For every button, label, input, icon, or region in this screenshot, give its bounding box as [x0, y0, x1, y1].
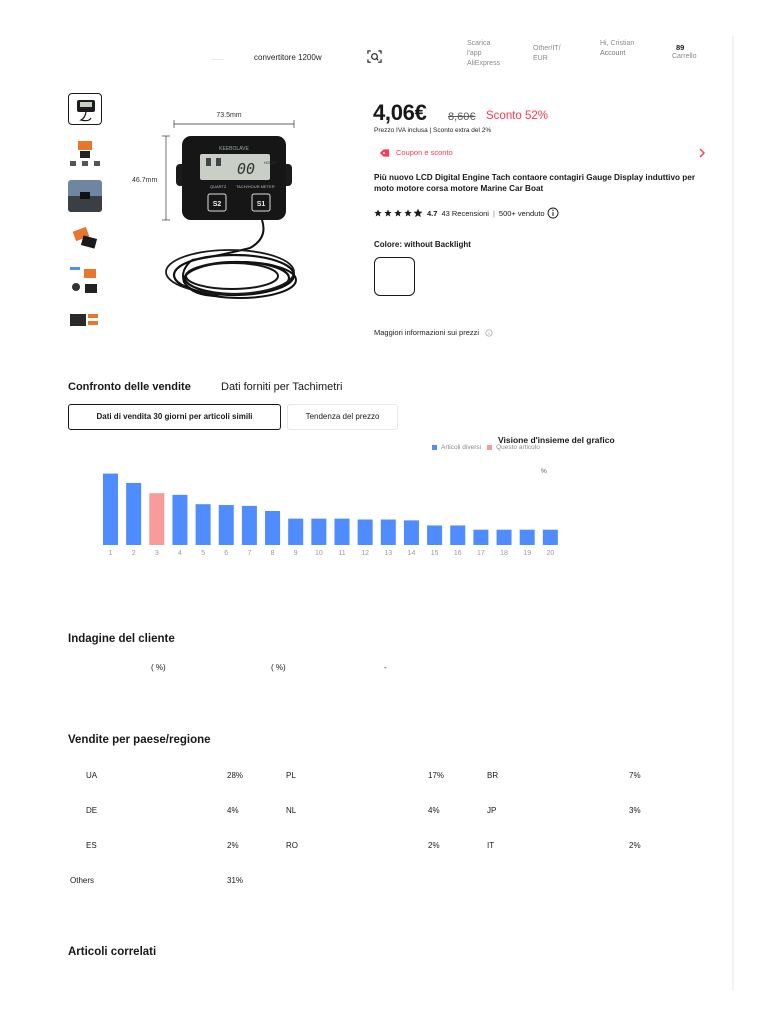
star-icon — [404, 209, 412, 217]
bar-other-item — [311, 519, 326, 545]
rating-separator: | — [492, 208, 495, 218]
bar-other-item — [450, 525, 465, 545]
gallery-thumb-2[interactable] — [68, 137, 102, 169]
bar-other-item — [335, 519, 350, 545]
sales-comparison-title: Confronto delle vendite — [68, 381, 191, 393]
bar-other-item — [242, 506, 257, 545]
product-title: Più nuovo LCD Digital Engine Tach contaore contagiri Gauge Display induttivo per moto motore corsa motore Marine Car Boat — [374, 173, 696, 193]
country-pct: 28% — [227, 771, 244, 780]
button-s1: S1 — [256, 201, 266, 208]
x-tick-label: 20 — [546, 550, 555, 557]
more-info-label: Maggiori informazioni sui prezzi — [374, 328, 480, 337]
coupon-row[interactable] — [374, 146, 708, 160]
country-name: RO — [286, 841, 298, 850]
app-download-link[interactable] — [467, 39, 500, 69]
button-s2: S2 — [212, 201, 222, 208]
discount-badge: Sconto 52% — [486, 110, 549, 122]
brand-label: KEEBOLAVE — [219, 146, 249, 152]
info-icon — [485, 329, 493, 337]
gallery-thumb-6[interactable] — [68, 306, 102, 338]
legend-item-other — [432, 444, 481, 451]
current-price: 4,06€ — [373, 100, 427, 125]
bar-other-item — [219, 505, 234, 545]
more-price-info[interactable] — [374, 328, 493, 337]
gallery-thumb-3[interactable] — [68, 180, 102, 212]
bar-other-item — [103, 474, 118, 545]
chevron-right-icon — [698, 148, 706, 158]
gallery-thumb-5[interactable] — [68, 265, 102, 297]
country-name: NL — [286, 806, 297, 815]
quartz-label: QUARTZ — [210, 184, 227, 189]
legend-swatch-pink — [487, 445, 492, 450]
x-tick-label: 9 — [293, 550, 298, 557]
x-tick-label: 12 — [361, 550, 370, 557]
country-pct: 7% — [629, 771, 641, 780]
star-icon — [384, 209, 392, 217]
x-tick-label: 2 — [131, 550, 136, 557]
x-tick-label: 7 — [247, 550, 252, 557]
star-icon — [374, 209, 382, 217]
app-line-3: AliExpress — [467, 60, 501, 67]
country-pct: 4% — [227, 806, 239, 815]
coupon-tag-icon — [379, 148, 390, 158]
bar-other-item — [404, 520, 419, 545]
country-name: BR — [487, 771, 499, 780]
countries-title: Vendite per paese/regione — [68, 734, 211, 746]
bar-other-item — [520, 530, 535, 545]
x-tick-label: 18 — [500, 550, 508, 557]
price-note: Prezzo IVA inclusa | Sconto extra del 2% — [374, 127, 492, 134]
star-icon — [394, 209, 402, 217]
top-header — [0, 0, 768, 90]
country-pct: 2% — [629, 841, 641, 850]
x-tick-label: 17 — [477, 550, 485, 557]
country-name: IT — [487, 841, 495, 850]
bar-other-item — [196, 504, 211, 545]
original-price: 8,60€ — [448, 111, 476, 123]
star-half-icon — [414, 209, 422, 217]
bar-other-item — [172, 495, 187, 545]
locale-selector[interactable] — [533, 44, 561, 64]
chart-legend — [432, 444, 540, 451]
country-name: DE — [86, 806, 98, 815]
country-pct: 4% — [428, 806, 440, 815]
country-pct: 31% — [227, 876, 244, 885]
bar-other-item — [358, 520, 373, 546]
search-input[interactable] — [206, 46, 386, 68]
survey-cell-3: - — [384, 663, 387, 672]
rating-stars — [374, 209, 422, 217]
country-pct: 3% — [629, 806, 641, 815]
country-pct: 2% — [227, 841, 239, 850]
bar-other-item — [427, 525, 442, 545]
percent-mark: % — [541, 468, 547, 475]
product-main-image[interactable] — [122, 100, 354, 318]
x-tick-label: 14 — [407, 550, 416, 557]
country-name: JP — [487, 806, 497, 815]
sales-bar-chart — [100, 456, 562, 560]
color-swatch[interactable] — [374, 257, 415, 296]
app-line-1: Scarica — [467, 40, 491, 47]
x-tick-label: 10 — [314, 550, 323, 557]
width-label: 73.5mm — [216, 112, 242, 119]
info-icon[interactable] — [547, 207, 559, 219]
country-name: UA — [86, 771, 98, 780]
x-tick-label: 11 — [338, 550, 346, 557]
chart-title: Visione d'insieme del grafico — [498, 435, 615, 445]
account-label: Account — [600, 50, 626, 57]
height-label: 46.7mm — [132, 177, 158, 184]
bar-other-item — [497, 530, 512, 545]
search-placeholder-mark — [212, 59, 224, 60]
cart-label: Carrello — [672, 53, 697, 60]
bar-other-item — [473, 530, 488, 545]
locale-line-2: EUR — [533, 55, 548, 62]
account-greeting: Hi, Cristian — [600, 40, 635, 47]
page-edge-divider — [732, 36, 734, 991]
x-tick-label: 5 — [201, 550, 206, 557]
x-tick-label: 19 — [523, 550, 532, 557]
color-label: Colore: without Backlight — [374, 240, 471, 249]
bar-other-item — [126, 483, 141, 545]
rating-row[interactable] — [374, 207, 559, 219]
sales-comparison-subtitle: Dati forniti per Tachimetri — [221, 381, 343, 393]
country-pct: 2% — [428, 841, 440, 850]
bar-other-item — [288, 519, 303, 545]
image-search-icon[interactable] — [367, 49, 382, 64]
gallery-thumb-4[interactable] — [68, 223, 102, 255]
bar-other-item — [381, 520, 396, 546]
app-line-2: l'app — [467, 50, 482, 57]
sold-count: 500+ venduto — [498, 208, 545, 218]
lcd-digits: 00 — [236, 160, 256, 178]
coupon-label: Coupon e sconto — [396, 148, 453, 157]
country-name: PL — [286, 771, 296, 780]
related-title: Articoli correlati — [68, 946, 157, 958]
x-tick-label: 3 — [154, 550, 159, 557]
bar-this-item — [149, 493, 164, 545]
legend-swatch-blue — [432, 445, 437, 450]
locale-line-1: Other/IT/ — [533, 45, 561, 52]
x-tick-label: 1 — [108, 550, 113, 557]
x-tick-label: 15 — [430, 550, 439, 557]
survey-title: Indagine del cliente — [68, 633, 175, 645]
x-tick-label: 16 — [453, 550, 462, 557]
country-pct: 17% — [428, 771, 445, 780]
rating-value: 4.7 — [427, 208, 438, 218]
country-name: ES — [86, 841, 97, 850]
legend-item-this — [487, 444, 540, 451]
survey-cell-1: ( %) — [151, 663, 166, 672]
account-menu[interactable] — [600, 39, 634, 59]
x-tick-label: 8 — [270, 550, 275, 557]
tab-price-trend[interactable]: Tendenza del prezzo — [287, 404, 398, 430]
reviews-count[interactable]: 43 Recensioni — [441, 208, 489, 218]
x-tick-label: 4 — [177, 550, 182, 557]
cart-count: 89 — [676, 43, 685, 52]
bar-other-item — [265, 511, 280, 545]
legend-label-other: Articoli diversi — [441, 444, 482, 451]
x-tick-label: 13 — [384, 550, 393, 557]
gallery-thumb-1[interactable] — [68, 93, 102, 125]
lcd-unit: HOURS — [264, 161, 277, 165]
cart-link[interactable] — [672, 43, 697, 62]
legend-label-this: Questo articolo — [496, 444, 540, 451]
x-tick-label: 6 — [224, 550, 229, 557]
meter-label: TACH/HOUR METER — [236, 184, 275, 189]
country-name: Others — [70, 876, 95, 885]
bar-other-item — [543, 530, 558, 545]
tab-30-day-sales[interactable]: Dati di vendita 30 giorni per articoli simili — [68, 404, 281, 430]
survey-cell-2: ( %) — [271, 663, 286, 672]
